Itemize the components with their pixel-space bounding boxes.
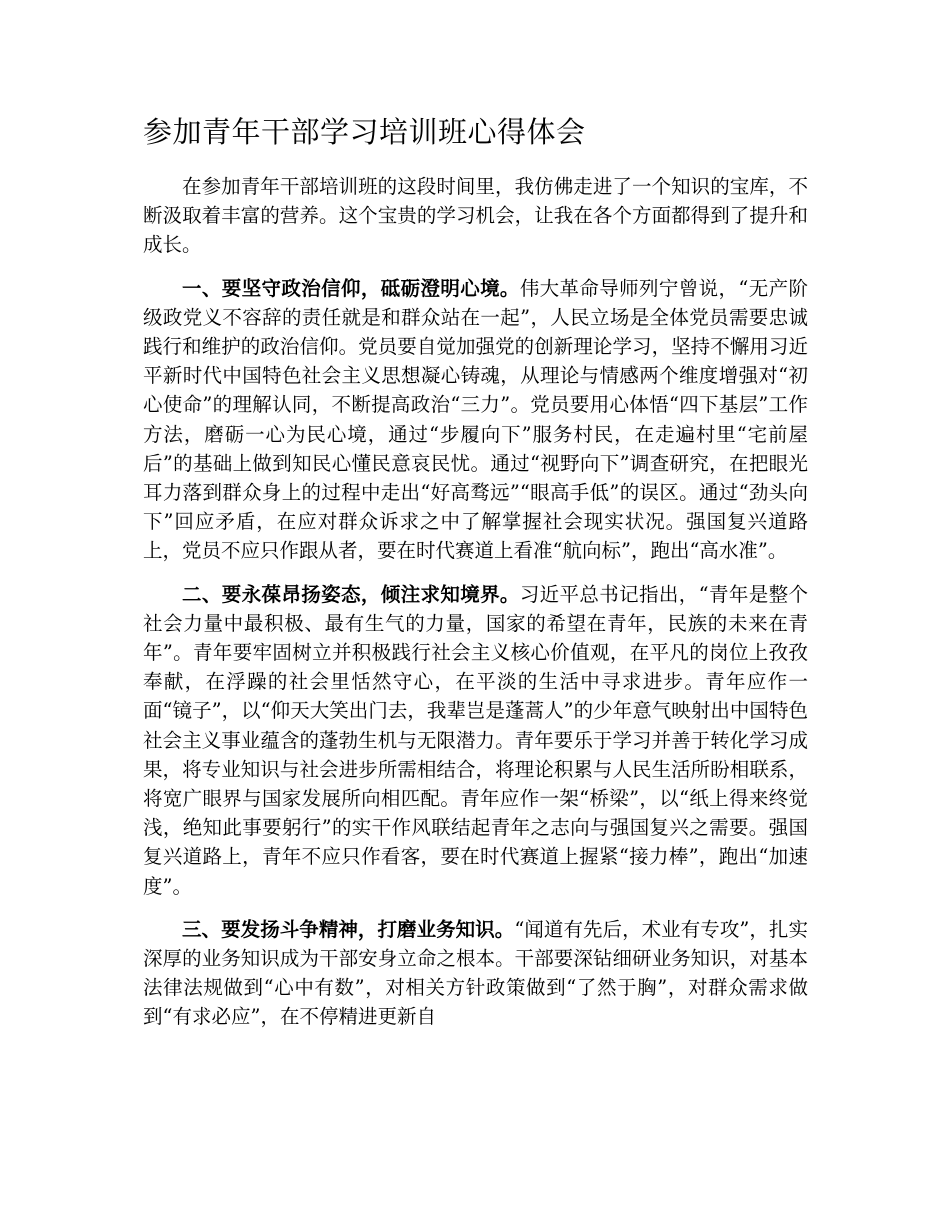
section-heading-1: 一、要坚守政治信仰，砥砺澄明心境。	[182, 276, 520, 300]
section-paragraph-1	[143, 274, 808, 566]
intro-paragraph: 在参加青年干部培训班的这段时间里，我仿佛走进了一个知识的宝库，不断汲取着丰富的营养。这个宝贵的学习机会，让我在各个方面都得到了提升和成长。	[143, 175, 808, 257]
section-heading-3: 三、要发扬斗争精神，打磨业务知识。	[182, 917, 515, 941]
document-title: 参加青年干部学习培训班心得体会	[143, 115, 586, 149]
document-content	[143, 112, 808, 1046]
section-heading-2: 二、要永葆昂扬姿态，倾注求知境界。	[182, 582, 520, 606]
section-paragraph-2	[143, 580, 808, 901]
section-body-2: 习近平总书记指出，“青年是整个社会力量中最积极、最有生气的力量，国家的希望在青年，民族的未来在青年”。青年要牢固树立并积极践行社会主义核心价值观，在平凡的岗位上孜孜奉献，在浮躁的社会里恬然守心，在平淡的生活中寻求进步。青年应作一面“镜子”，以“仰天大笑出门去，我辈岂是蓬蒿人”的少年意气映射出中国特色社会主义事业蕴含的蓬勃生机与无限潜力。青年要乐于学习并善于转化学习成果，将专业知识与社会进步所需相结合，将理论积累与人民生活所盼相联系，将宽广眼界与国家发展所向相匹配。青年应作一架“桥梁”，以“纸上得来终觉浅，绝知此事要躬行”的实干作风联结起青年之志向与强国复兴之需要。强国复兴道路上，青年不应只作看客，要在时代赛道上握紧“接力棒”，跑出“加速度”。	[143, 582, 808, 898]
section-paragraph-3	[143, 915, 808, 1032]
section-body-1: 伟大革命导师列宁曾说，“无产阶级政党义不容辞的责任就是和群众站在一起”，人民立场是全体党员需要忠诚践行和维护的政治信仰。党员要自觉加强党的创新理论学习，坚持不懈用习近平新时代中国特色社会主义思想凝心铸魂，从理论与情感两个维度增强对“初心使命”的理解认同，不断提高政治“三力”。党员要用心体悟“四下基层”工作方法，磨砺一心为民心境，通过“步履向下”服务村民，在走遍村里“宅前屋后”的基础上做到知民心懂民意哀民忧。通过“视野向下”调查研究，在把眼光耳力落到群众身上的过程中走出“好高骛远”“眼高手低”的误区。通过“劲头向下”回应矛盾，在应对群众诉求之中了解掌握社会现实状况。强国复兴道路上，党员不应只作跟从者，要在时代赛道上看准“航向标”，跑出“高水准”。	[143, 276, 808, 563]
section-body-3: “闻道有先后，术业有专攻”，扎实深厚的业务知识成为干部安身立命之根本。干部要深钻细研业务知识，对基本法律法规做到“心中有数”，对相关方针政策做到“了然于胸”，对群众需求做到“有求必应”，在不停精进更新自	[143, 917, 808, 1029]
